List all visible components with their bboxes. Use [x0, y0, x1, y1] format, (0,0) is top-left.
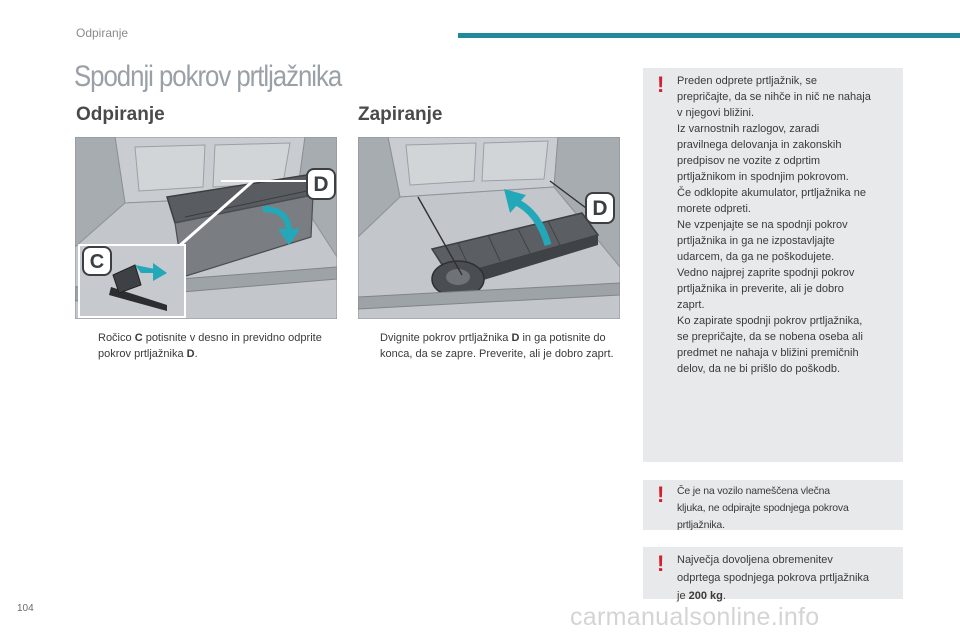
- warning-text-load: Največja dovoljena obremenitev odprtega spodnjega pokrova prtljažnika je 200 kg.: [677, 554, 870, 602]
- header-accent-bar: [458, 33, 960, 38]
- opening-step-text: Ročico C potisnite v desno in previdno odprite pokrov prtljažnika D.: [98, 332, 322, 360]
- warning-icon: !: [657, 72, 665, 97]
- closing-step: [366, 330, 622, 362]
- section-title-open: Odpiranje: [76, 104, 165, 125]
- warning-icon: !: [657, 551, 665, 576]
- opening-illustration-svg: [75, 137, 337, 319]
- watermark: carmanualsonline.info: [570, 603, 820, 631]
- closing-step-text: Dvignite pokrov prtljažnika D in ga potisnite do konca, da se zapre. Preverite, ali je dobro zaprt.: [380, 332, 614, 360]
- section-title-close: Zapiranje: [358, 104, 443, 125]
- warning-box-towbar: [643, 480, 903, 530]
- label-d-open: D: [313, 173, 329, 196]
- page-number: 104: [17, 603, 34, 614]
- closing-illustration: [358, 137, 620, 319]
- closing-illustration-svg: [358, 137, 620, 319]
- warning-box-safety: [643, 68, 903, 462]
- warning-text-towbar: Če je na vozilo nameščena vlečna kljuka, ne odpirajte spodnjega pokrova prtljažnika.: [677, 485, 849, 531]
- warning-text-safety: Preden odprete prtljažnik, se prepričajte, da se nihče in nič ne nahaja v njegovi bližini. Iz varnostnih razlogov, zaradi pravilnega delovanja in zakonskih predpisov ne vozite z odprtim prtljažnikom in spodnjim pokrovom. Če odklopite akumulator, prtljažnika ne morete odpreti. Ne vzpenjajte se na spodnji pokrov prtljažnika in ga ne izpostavljajte udarcem, da ga ne poškodujete. Vedno najprej zaprite spodnji pokrov prtljažnika in preverite, ali je dobro zaprt. Ko zapirate spodnji pokrov prtljažnika, se prepričajte, da se nobena oseba ali predmet ne nahaja v bližini premičnih delov, da ne bi prišlo do poškodb.: [677, 75, 871, 375]
- warning-box-load: [643, 547, 903, 602]
- label-c: C: [89, 251, 105, 273]
- opening-illustration: [75, 137, 337, 319]
- warning-icon: !: [657, 482, 665, 507]
- opening-step: [84, 330, 334, 362]
- label-d-close: D: [592, 197, 608, 220]
- page-title: Spodnji pokrov prtljažnika: [74, 60, 342, 93]
- header-section-title: Odpiranje: [76, 26, 129, 40]
